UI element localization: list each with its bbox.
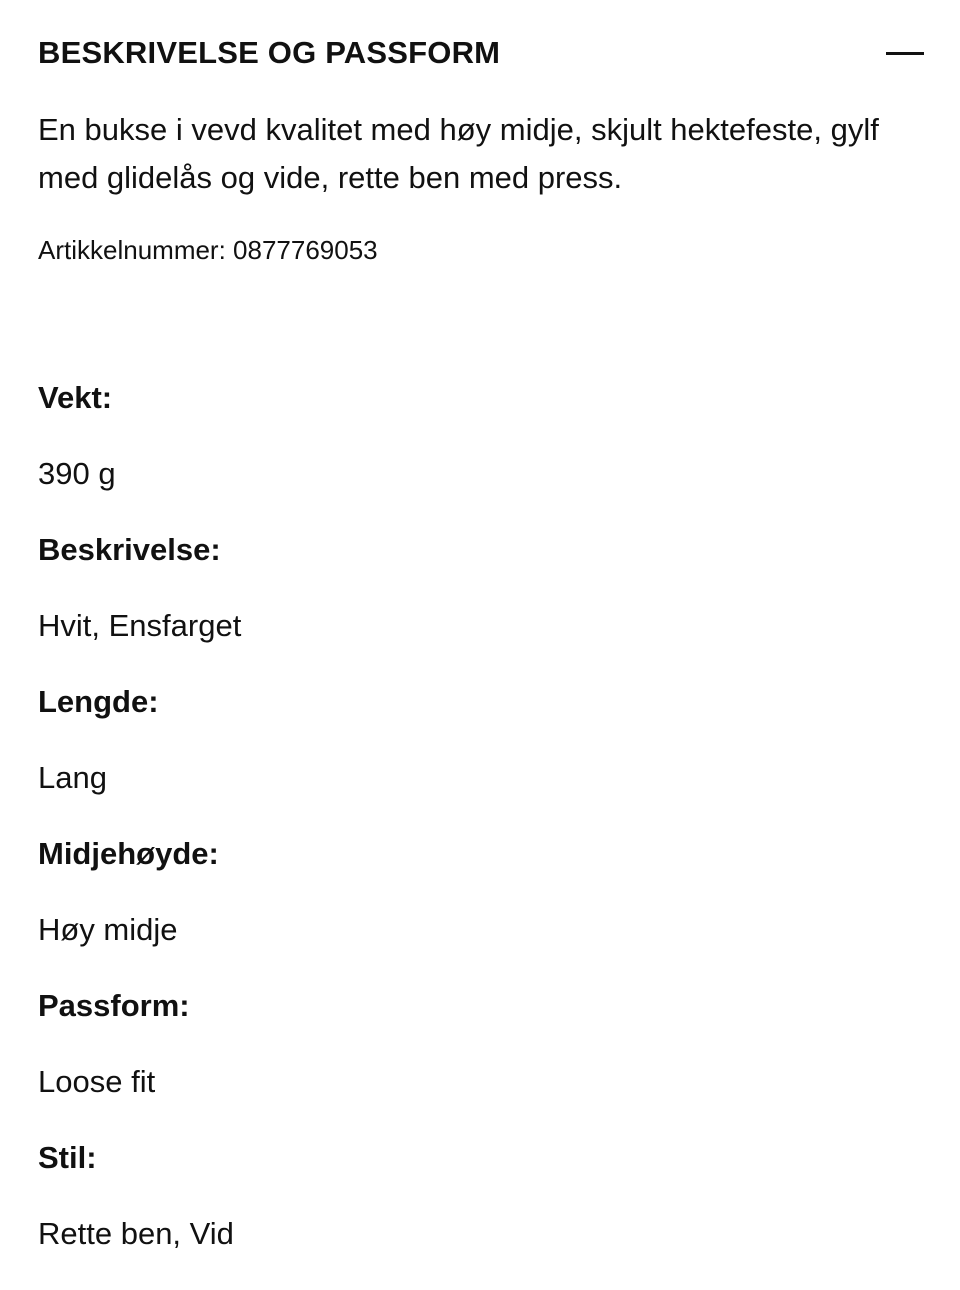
attribute-value-waist-height: Høy midje [38,912,178,947]
attribute-label-description: Beskrivelse: [38,532,221,567]
attribute-value-weight: 390 g [38,456,116,491]
accordion-header[interactable] [38,30,924,76]
article-number: Artikkelnummer: 0877769053 [38,235,378,265]
attribute-label-fit: Passform: [38,988,190,1023]
attribute-label-style: Stil: [38,1140,97,1175]
attribute-label-length: Lengde: [38,684,159,719]
minus-icon[interactable] [886,52,924,55]
attribute-label-weight: Vekt: [38,380,113,415]
attribute-value-description: Hvit, Ensfarget [38,608,242,643]
attribute-value-fit: Loose fit [38,1064,156,1099]
product-description: En bukse i vevd kvalitet med høy midje, skjult hektefeste, gylf med glidelås og vide, rette ben med press. [38,112,879,195]
attribute-value-length: Lang [38,760,107,795]
attribute-label-waist-height: Midjehøyde: [38,836,219,871]
attribute-value-style: Rette ben, Vid [38,1216,234,1251]
accordion-title: BESKRIVELSE OG PASSFORM [38,35,501,70]
attribute-list [38,378,918,1290]
